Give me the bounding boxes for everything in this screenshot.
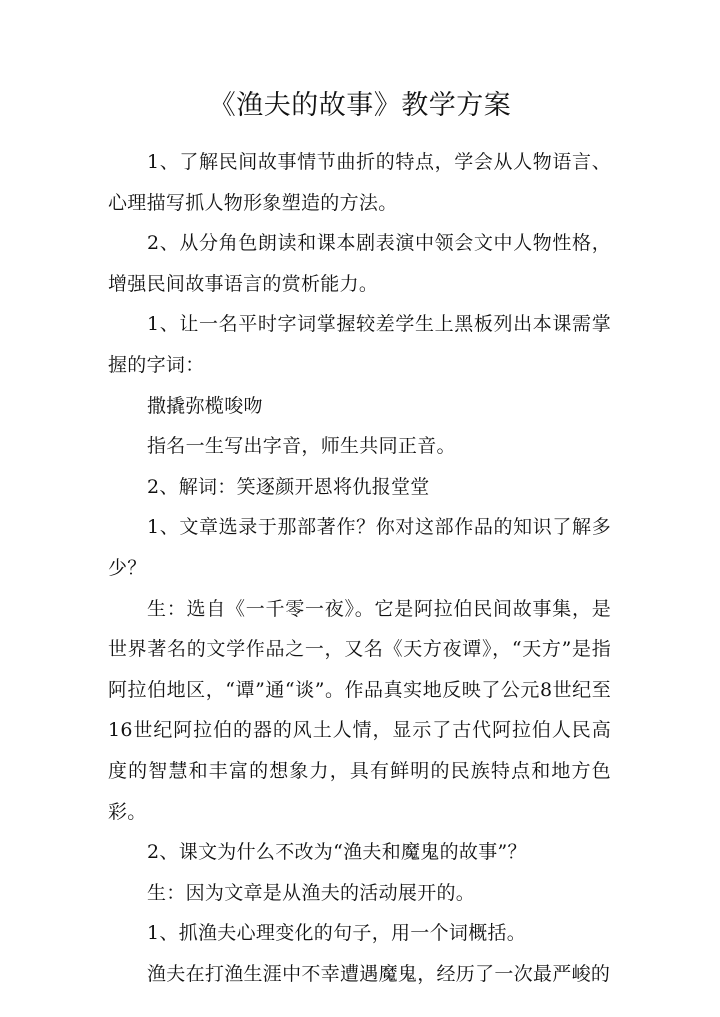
paragraph-vocabulary: 2、解词：笑逐颜开恩将仇报堂堂 (147, 475, 430, 498)
paragraph-objective-1: 1、了解民间故事情节曲折的特点，学会从人物语言、心理描写抓人物形象塑造的方法。 (108, 151, 611, 214)
paragraph-fisherman-narrative: 渔夫在打渔生涯中不幸遭遇魔鬼，经历了一次最严峻的 (147, 962, 611, 985)
paragraph-objective-2: 2、从分角色朗读和课本剧表演中领会文中人物性格，增强民间故事语言的赏析能力。 (108, 232, 611, 295)
paragraph-step-words: 1、让一名平时字词掌握较差学生上黑板列出本课需掌握的字词： (108, 313, 611, 376)
document-title: 《渔夫的故事》教学方案 (208, 90, 512, 121)
paragraph-pronunciation: 指名一生写出字音，师生共同正音。 (147, 435, 456, 458)
paragraph-question-source: 1、文章选录于那部著作？你对这部作品的知识了解多少？ (108, 516, 611, 579)
paragraph-task-psychology: 1、抓渔夫心理变化的句子，用一个词概括。 (147, 922, 527, 945)
paragraph-answer-title: 生：因为文章是从渔夫的活动展开的。 (147, 881, 476, 904)
paragraph-word-list: 撒撬弥榄唆吻 (147, 394, 263, 417)
document-body (108, 142, 611, 994)
paragraph-answer-source: 生：选自《一千零一夜》。它是阿拉伯民间故事集，是世界著名的文学作品之一，又名《天方夜谭》，“天方”是指阿拉伯地区，“谭”通“谈”。作品真实地反映了公元8世纪至16世纪阿拉伯的器的风土人情，显示了古代阿拉伯人民高度的智慧和丰富的想象力，具有鲜明的民族特点和地方色彩。 (108, 597, 611, 823)
paragraph-question-title: 2、课文为什么不改为“渔夫和魔鬼的故事”？ (147, 841, 527, 864)
